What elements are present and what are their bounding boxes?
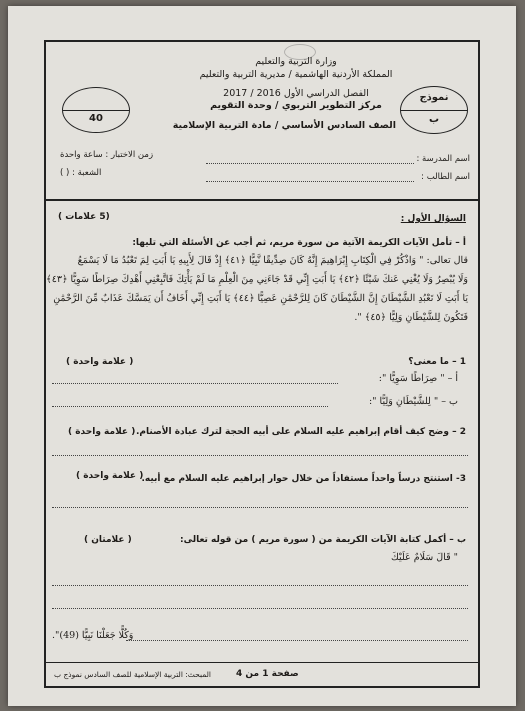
subquestion-3-marks: ( علامة واحدة ) <box>76 471 144 481</box>
answer-line-1a[interactable] <box>52 383 338 384</box>
divider <box>46 199 478 201</box>
score-box: 40 <box>62 87 130 133</box>
header-line-5: الصف السادس الأساسي / مادة التربية الإسلامية <box>172 120 396 131</box>
answer-line-b1[interactable] <box>52 585 468 586</box>
answer-line-2[interactable] <box>52 455 468 456</box>
footer-subject: المبحث: التربية الإسلامية للصف السادس نموذج ب <box>54 670 211 679</box>
part-b-marks: ( علامتان ) <box>84 535 132 545</box>
verse-line-2: وَلَا يُبْصِرُ وَلَا يُغْنِي عَنكَ شَيْئًا ﴿٤٢﴾ يَا أَبَتِ إِنِّي قَدْ جَاءَنِي مِنَ الْعِلْمِ مَا لَمْ يَأْتِكَ فَاتَّبِعْنِي أَهْدِكَ صِرَاطًا سَوِيًّا ﴿٤٣﴾ <box>46 274 468 285</box>
subquestion-2-marks: ( علامة واحدة ) <box>68 427 136 437</box>
subquestion-1: 1 – ما معنى؟ <box>408 357 466 367</box>
section-label: الشعبة : ( ) <box>60 168 102 178</box>
answer-line-b2[interactable] <box>52 608 468 609</box>
header-line-2: المملكة الأردنية الهاشمية / مديرية التربية والتعليم <box>199 69 393 80</box>
question-1-title: السؤال الأول : <box>400 214 466 224</box>
answer-line-3[interactable] <box>52 507 468 508</box>
part-b-verse-end: وَكُلًّا جَعَلْنَا نَبِيًّا (49)". <box>52 630 134 641</box>
exam-time: زمن الاختبار : ساعة واحدة <box>60 150 154 160</box>
school-name-field[interactable] <box>206 163 414 164</box>
header-line-4: مركز التطوير التربوي / وحدة التقويم <box>210 100 382 111</box>
answer-line-b3[interactable] <box>126 640 468 641</box>
subquestion-2: 2 – وضح كيف أقام إبراهيم عليه السلام على أبيه الحجة لترك عبادة الأصنام. <box>136 427 466 437</box>
verse-line-1: قال تعالى: " وَاذْكُرْ فِي الْكِتَابِ إِبْرَاهِيمَ إِنَّهُ كَانَ صِدِّيقًا نَّبِيًّا ﴿٤١﴾ إِذْ قَالَ لِأَبِيهِ يَا أَبَتِ لِمَ تَعْبُدُ مَا لَا يَسْمَعُ <box>77 255 468 266</box>
answer-line-1b[interactable] <box>52 406 328 407</box>
verse-line-4: فَتَكُونَ لِلشَّيْطَانِ وَلِيًّا ﴿٤٥﴾ ". <box>354 312 468 323</box>
student-name-field[interactable] <box>206 181 414 182</box>
question-1-marks: (5 علامات ) <box>58 212 110 222</box>
subquestion-3: 3- استنتج درساً واحداً مستفاداً من خلال حوار إبراهيم عليه السلام مع أبيه. <box>141 474 466 484</box>
header-line-3: الفصل الدراسي الأول 2016 / 2017 <box>223 88 369 99</box>
exam-sheet <box>8 6 516 706</box>
subquestion-1-b: ب – " لِلشَّيْطَانِ وَلِيًّا ": <box>368 396 458 407</box>
header-line-1: وزارة التربية والتعليم <box>255 56 337 67</box>
question-1-instruction: أ – تأمل الآيات الكريمة الآتية من سورة مريم، ثم أجب عن الأسئلة التي تليها: <box>132 238 466 248</box>
student-name-label: اسم الطالب : <box>421 172 470 182</box>
part-b-question: ب – أكمل كتابة الآيات الكريمة من ( سورة مريم ) من قوله تعالى: <box>179 535 466 545</box>
part-b-verse-start: " قَالَ سَلَامٌ عَلَيْكَ <box>391 552 458 563</box>
verse-line-3: يَا أَبَتِ لَا تَعْبُدِ الشَّيْطَانَ إِنَّ الشَّيْطَانَ كَانَ لِلرَّحْمَٰنِ عَصِيًّا ﴿٤٤﴾ يَا أَبَتِ إِنِّي أَخَافُ أَن يَمَسَّكَ عَذَابٌ مِّنَ الرَّحْمَٰنِ <box>53 293 468 304</box>
model-box: نموذج ب <box>400 86 468 134</box>
school-name-label: اسم المدرسة : <box>416 154 470 164</box>
page-number: صفحة 1 من 4 <box>236 669 299 679</box>
subquestion-1-marks: ( علامة واحدة ) <box>66 357 134 367</box>
footer-divider <box>46 662 478 663</box>
page-frame <box>44 40 480 688</box>
subquestion-1-a: أ – " صِرَاطًا سَوِيًّا ": <box>378 373 458 384</box>
